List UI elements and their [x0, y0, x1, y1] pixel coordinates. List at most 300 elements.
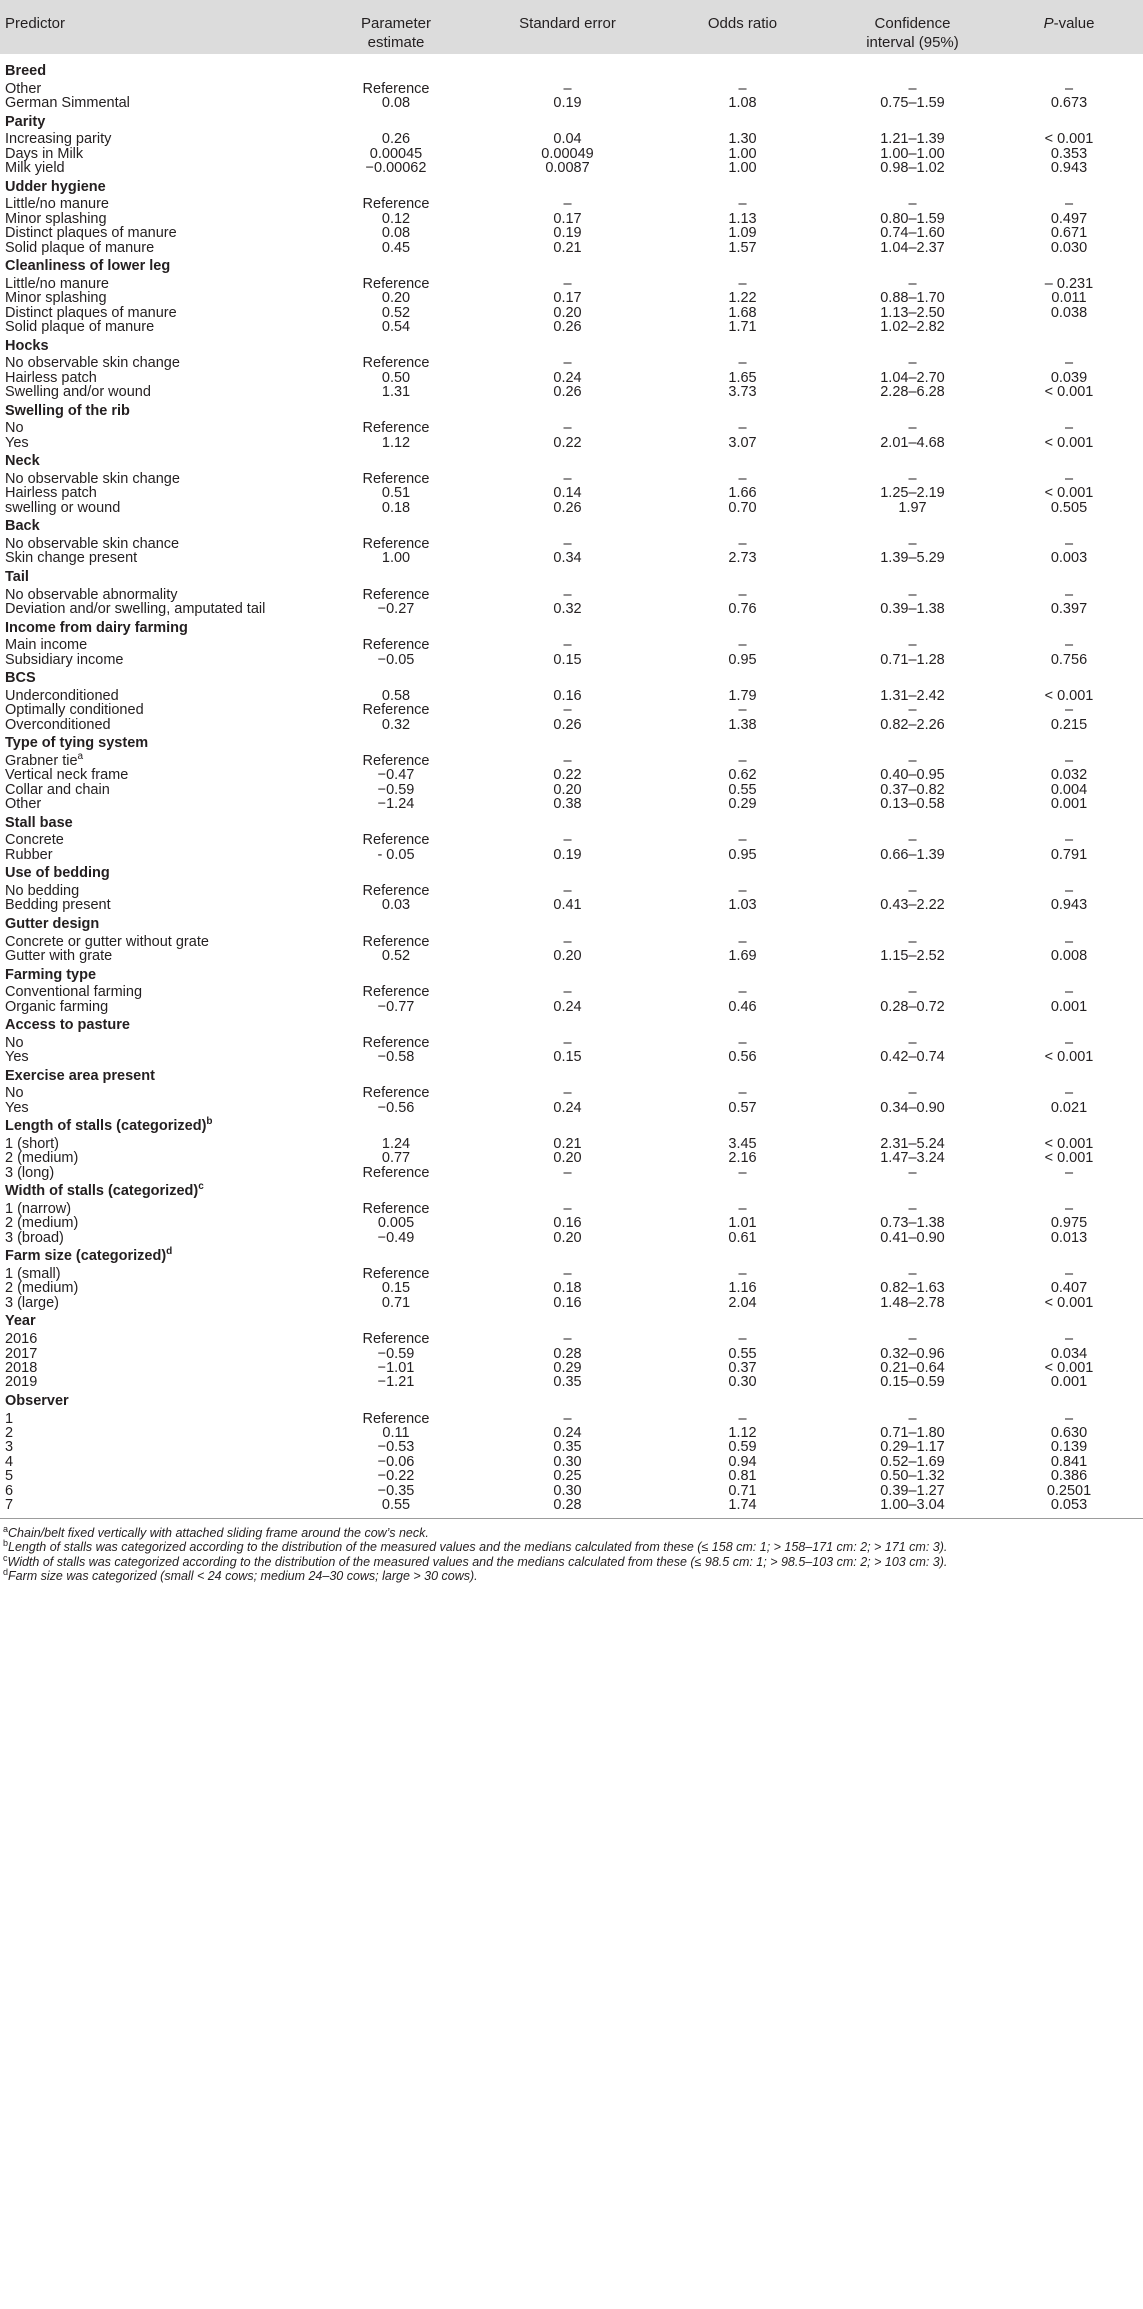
parameter-estimate-cell: −0.56 — [377, 1100, 415, 1116]
p-value-cell: 0.630 — [1050, 1425, 1088, 1441]
predictor-label: Underconditioned — [5, 688, 119, 704]
confidence-interval-cell: 0.50–1.32 — [880, 1468, 945, 1484]
footnote-letter: d — [3, 1566, 9, 1577]
group-heading — [5, 517, 40, 535]
group-heading — [5, 62, 46, 80]
footnote-marker: d — [166, 1246, 173, 1258]
predictor-cell — [5, 896, 111, 914]
p-value-cell: – — [1064, 1165, 1074, 1181]
group-heading — [5, 1312, 36, 1330]
parameter-estimate-cell: Reference — [362, 702, 430, 718]
p-value-cell: 0.353 — [1050, 146, 1088, 162]
odds-ratio-cell: 0.62 — [728, 767, 757, 783]
standard-error-cell: 0.35 — [553, 1439, 582, 1455]
predictor-label: Deviation and/or swelling, amputated tail — [5, 601, 266, 617]
p-value-cell: < 0.001 — [1044, 485, 1094, 501]
standard-error-cell: 0.20 — [553, 782, 582, 798]
p-value-cell: < 0.001 — [1044, 688, 1094, 704]
standard-error-cell: – — [563, 276, 572, 292]
predictor-label: Back — [5, 518, 40, 534]
standard-error-cell: – — [563, 1266, 572, 1282]
parameter-estimate-cell: −0.22 — [377, 1468, 415, 1484]
predictor-label: German Simmental — [5, 95, 130, 111]
group-heading — [5, 452, 40, 470]
predictor-label: Little/no manure — [5, 196, 109, 212]
odds-ratio-cell: – — [738, 753, 747, 769]
predictor-cell — [5, 383, 151, 401]
predictor-label: 1 (narrow) — [5, 1201, 72, 1217]
confidence-interval-cell: 0.71–1.80 — [880, 1425, 945, 1441]
odds-ratio-cell: 2.73 — [728, 550, 757, 566]
odds-ratio-cell: – — [738, 587, 747, 603]
confidence-interval-cell: – — [908, 637, 917, 653]
standard-error-cell: 0.30 — [553, 1454, 582, 1470]
standard-error-cell: 0.20 — [553, 305, 582, 321]
confidence-interval-cell: – — [908, 81, 917, 97]
odds-ratio-cell: 0.46 — [728, 999, 757, 1015]
p-value-cell: – — [1064, 420, 1074, 436]
predictor-label: Little/no manure — [5, 276, 109, 292]
p-value-cell: – — [1064, 1035, 1074, 1051]
odds-ratio-cell: 1.01 — [728, 1215, 757, 1231]
odds-ratio-cell: 1.68 — [728, 305, 757, 321]
parameter-estimate-cell: 0.45 — [381, 240, 411, 256]
predictor-label: No bedding — [5, 883, 80, 899]
predictor-label: Farm size (categorized) — [5, 1248, 167, 1264]
parameter-estimate-cell: 0.50 — [381, 370, 411, 386]
confidence-interval-cell: – — [908, 883, 917, 899]
p-value-cell: 0.008 — [1050, 948, 1088, 964]
parameter-estimate-cell: Reference — [362, 637, 430, 653]
odds-ratio-cell: 0.55 — [728, 782, 757, 798]
predictor-label: Overconditioned — [5, 717, 111, 733]
header-parameter-estimate — [326, 14, 466, 52]
group-heading — [5, 337, 49, 355]
confidence-interval-cell: 0.73–1.38 — [880, 1215, 945, 1231]
p-value-cell: 0.003 — [1050, 550, 1088, 566]
parameter-estimate-cell: 0.18 — [381, 500, 411, 516]
parameter-estimate-cell: Reference — [362, 1085, 430, 1101]
p-value-cell: 0.013 — [1050, 1230, 1088, 1246]
parameter-estimate-cell: −0.05 — [377, 652, 415, 668]
predictor-label: Concrete — [5, 832, 64, 848]
predictor-label: Optimally conditioned — [5, 702, 144, 718]
standard-error-cell: 0.19 — [553, 225, 582, 241]
predictor-label: Conventional farming — [5, 984, 143, 1000]
parameter-estimate-cell: Reference — [362, 1411, 430, 1427]
standard-error-cell: – — [563, 1201, 572, 1217]
p-value-cell: – — [1064, 196, 1074, 212]
group-heading — [5, 113, 45, 131]
p-value-cell: < 0.001 — [1044, 131, 1094, 147]
predictor-cell — [5, 1048, 29, 1066]
parameter-estimate-cell: Reference — [362, 196, 430, 212]
confidence-interval-cell: 1.04–2.37 — [880, 240, 945, 256]
standard-error-cell: 0.21 — [553, 240, 582, 256]
predictor-label: Subsidiary income — [5, 652, 124, 668]
parameter-estimate-cell: 0.26 — [381, 131, 411, 147]
standard-error-cell: 0.15 — [553, 652, 582, 668]
predictor-cell — [5, 651, 123, 669]
parameter-estimate-cell: −0.06 — [377, 1454, 415, 1470]
parameter-estimate-cell: Reference — [362, 536, 430, 552]
predictor-label: Udder hygiene — [5, 179, 106, 195]
group-heading — [5, 619, 188, 637]
group-heading — [5, 1182, 204, 1200]
predictor-label: swelling or wound — [5, 500, 121, 516]
predictor-label: No observable skin chance — [5, 536, 180, 552]
odds-ratio-cell: 1.16 — [728, 1280, 757, 1296]
parameter-estimate-cell: 0.77 — [381, 1150, 411, 1166]
parameter-estimate-cell: −0.49 — [377, 1230, 415, 1246]
standard-error-cell: 0.35 — [553, 1374, 582, 1390]
standard-error-cell: – — [563, 1411, 572, 1427]
predictor-label: Milk yield — [5, 160, 65, 176]
parameter-estimate-cell: 0.08 — [381, 225, 411, 241]
predictor-label: Collar and chain — [5, 782, 110, 798]
predictor-label: Minor splashing — [5, 211, 107, 227]
standard-error-cell: 0.32 — [553, 601, 582, 617]
predictor-label: Length of stalls (categorized) — [5, 1118, 207, 1134]
predictor-label: 1 — [5, 1411, 14, 1427]
predictor-label: Swelling and/or wound — [5, 384, 151, 400]
parameter-estimate-cell: 0.51 — [381, 485, 411, 501]
odds-ratio-cell: 0.55 — [728, 1346, 757, 1362]
parameter-estimate-cell: 0.03 — [381, 897, 411, 913]
parameter-estimate-cell: Reference — [362, 984, 430, 1000]
predictor-label: 1 (small) — [5, 1266, 61, 1282]
confidence-interval-cell: 0.52–1.69 — [880, 1454, 945, 1470]
p-value-cell: 0.975 — [1050, 1215, 1088, 1231]
group-heading — [5, 257, 170, 275]
confidence-interval-cell: – — [908, 276, 917, 292]
p-value-cell: 0.407 — [1050, 1280, 1088, 1296]
confidence-interval-cell: 0.32–0.96 — [880, 1346, 945, 1362]
confidence-interval-cell: 0.28–0.72 — [880, 999, 945, 1015]
predictor-label: Hocks — [5, 338, 49, 354]
confidence-interval-cell: 1.04–2.70 — [880, 370, 945, 386]
predictor-label: 1 (short) — [5, 1136, 59, 1152]
odds-ratio-cell: 3.45 — [728, 1136, 757, 1152]
p-value-cell: – — [1064, 536, 1074, 552]
footnote-text: Length of stalls was categorized according to the distribution of the measured values and the medians calculated from these (≤ 158 cm: 1; > 158–171 cm: 2; > 171 cm: 3). — [8, 1540, 948, 1554]
group-heading — [5, 669, 36, 687]
confidence-interval-cell: – — [908, 1035, 917, 1051]
standard-error-cell: 0.41 — [553, 897, 582, 913]
standard-error-cell: 0.22 — [553, 767, 582, 783]
predictor-label: 3 (long) — [5, 1165, 55, 1181]
parameter-estimate-cell: −0.47 — [377, 767, 415, 783]
p-value-cell: – — [1064, 1201, 1074, 1217]
predictor-label: 3 (large) — [5, 1295, 59, 1311]
odds-ratio-cell: 3.07 — [728, 435, 757, 451]
parameter-estimate-cell: Reference — [362, 276, 430, 292]
confidence-interval-cell: 2.31–5.24 — [880, 1136, 945, 1152]
predictor-cell — [5, 549, 137, 567]
standard-error-cell: 0.34 — [553, 550, 582, 566]
confidence-interval-cell: – — [908, 1201, 917, 1217]
table-bottom-rule — [0, 1518, 1143, 1519]
confidence-interval-cell: 1.47–3.24 — [880, 1150, 945, 1166]
confidence-interval-cell: – — [908, 1331, 917, 1347]
parameter-estimate-cell: Reference — [362, 753, 430, 769]
predictor-label: 2017 — [5, 1346, 38, 1362]
header-predictor: Predictor — [5, 15, 66, 32]
confidence-interval-cell: 1.13–2.50 — [880, 305, 945, 321]
header-ci-line2: interval (95%) — [866, 34, 959, 51]
predictor-cell — [5, 1099, 29, 1117]
predictor-cell — [5, 846, 53, 864]
confidence-interval-cell: 0.42–0.74 — [880, 1049, 945, 1065]
p-value-cell: 0.671 — [1050, 225, 1088, 241]
predictor-label: Yes — [5, 1049, 29, 1065]
confidence-interval-cell: 0.29–1.17 — [880, 1439, 945, 1455]
p-value-cell: – — [1064, 753, 1074, 769]
odds-ratio-cell: 1.57 — [728, 240, 757, 256]
confidence-interval-cell: – — [908, 1165, 917, 1181]
p-value-cell: 0.791 — [1050, 847, 1088, 863]
standard-error-cell: – — [563, 536, 572, 552]
odds-ratio-cell: 1.08 — [728, 95, 757, 111]
p-value-cell: 0.001 — [1050, 1374, 1088, 1390]
header-p-value — [1000, 14, 1138, 33]
confidence-interval-cell: – — [908, 196, 917, 212]
parameter-estimate-cell: Reference — [362, 587, 430, 603]
odds-ratio-cell: 0.95 — [728, 652, 757, 668]
parameter-estimate-cell: 0.08 — [381, 95, 411, 111]
p-value-cell: 0.215 — [1050, 717, 1088, 733]
predictor-label: Solid plaque of manure — [5, 319, 155, 335]
odds-ratio-cell: – — [738, 1331, 747, 1347]
predictor-label: Farming type — [5, 967, 97, 983]
predictor-cell — [5, 434, 29, 452]
standard-error-cell: 0.14 — [553, 485, 582, 501]
p-value-cell: 0.004 — [1050, 782, 1088, 798]
parameter-estimate-cell: Reference — [362, 471, 430, 487]
p-value-cell: – — [1064, 702, 1074, 718]
confidence-interval-cell: 1.02–2.82 — [880, 319, 945, 335]
parameter-estimate-cell: Reference — [362, 1331, 430, 1347]
odds-ratio-cell: 1.66 — [728, 485, 757, 501]
odds-ratio-cell: – — [738, 883, 747, 899]
confidence-interval-cell: 2.28–6.28 — [880, 384, 945, 400]
footnote — [3, 1537, 948, 1555]
group-heading — [5, 864, 110, 882]
confidence-interval-cell: 1.15–2.52 — [880, 948, 945, 964]
confidence-interval-cell: 0.98–1.02 — [880, 160, 945, 176]
standard-error-cell: – — [563, 832, 572, 848]
odds-ratio-cell: – — [738, 832, 747, 848]
predictor-label: Other — [5, 81, 42, 97]
confidence-interval-cell: – — [908, 1266, 917, 1282]
parameter-estimate-cell: Reference — [362, 934, 430, 950]
p-value-cell: < 0.001 — [1044, 1049, 1094, 1065]
confidence-interval-cell: 0.82–2.26 — [880, 717, 945, 733]
predictor-label: Stall base — [5, 815, 73, 831]
odds-ratio-cell: 0.29 — [728, 796, 757, 812]
predictor-label: Distinct plaques of manure — [5, 305, 177, 321]
odds-ratio-cell: 1.12 — [728, 1425, 757, 1441]
standard-error-cell: 0.20 — [553, 1230, 582, 1246]
standard-error-cell: 0.17 — [553, 211, 582, 227]
p-value-cell: – — [1064, 355, 1074, 371]
group-heading — [5, 178, 106, 196]
group-heading — [5, 966, 96, 984]
predictor-label: Type of tying system — [5, 735, 149, 751]
confidence-interval-cell: 0.21–0.64 — [880, 1360, 945, 1376]
predictor-label: Tail — [5, 569, 29, 585]
parameter-estimate-cell: −0.77 — [377, 999, 415, 1015]
confidence-interval-cell: 0.39–1.38 — [880, 601, 945, 617]
predictor-label: Distinct plaques of manure — [5, 225, 177, 241]
odds-ratio-cell: 0.59 — [728, 1439, 757, 1455]
parameter-estimate-cell: −0.35 — [377, 1483, 415, 1499]
p-value-cell: 0.039 — [1050, 370, 1088, 386]
standard-error-cell: – — [563, 1085, 572, 1101]
predictor-cell — [5, 239, 154, 257]
odds-ratio-cell: – — [738, 196, 747, 212]
p-value-cell: – — [1064, 832, 1074, 848]
predictor-label: Cleanliness of lower leg — [5, 258, 171, 274]
confidence-interval-cell: – — [908, 753, 917, 769]
standard-error-cell: 0.28 — [553, 1497, 582, 1513]
odds-ratio-cell: – — [738, 471, 747, 487]
predictor-label: Yes — [5, 1100, 29, 1116]
odds-ratio-cell: 1.13 — [728, 211, 757, 227]
group-heading — [5, 402, 130, 420]
predictor-label: 6 — [5, 1483, 14, 1499]
odds-ratio-cell: – — [738, 1266, 747, 1282]
predictor-label: 3 (broad) — [5, 1230, 64, 1246]
confidence-interval-cell: – — [908, 420, 917, 436]
p-value-cell: – — [1064, 1411, 1074, 1427]
predictor-label: Swelling of the rib — [5, 403, 130, 419]
standard-error-cell: 0.17 — [553, 290, 582, 306]
standard-error-cell: 0.29 — [553, 1360, 582, 1376]
odds-ratio-cell: 0.94 — [728, 1454, 757, 1470]
p-value-cell: < 0.001 — [1044, 435, 1094, 451]
standard-error-cell: 0.16 — [553, 688, 582, 704]
standard-error-cell: 0.00049 — [541, 146, 594, 162]
standard-error-cell: – — [563, 587, 572, 603]
standard-error-cell: 0.22 — [553, 435, 582, 451]
standard-error-cell: 0.16 — [553, 1215, 582, 1231]
footnote-text: Width of stalls was categorized according to the distribution of the measured values and the medians calculated from these (≤ 98.5 cm: 1; > 98.5–103 cm: 2; > 103 cm: 3). — [7, 1555, 948, 1569]
standard-error-cell: 0.18 — [553, 1280, 582, 1296]
header-p-italic: P — [1043, 15, 1054, 32]
parameter-estimate-cell: Reference — [362, 883, 430, 899]
parameter-estimate-cell: −0.00062 — [365, 160, 427, 176]
parameter-estimate-cell: −1.01 — [377, 1360, 415, 1376]
parameter-estimate-cell: −0.58 — [377, 1049, 415, 1065]
parameter-estimate-cell: 0.55 — [381, 1497, 411, 1513]
standard-error-cell: – — [563, 420, 572, 436]
standard-error-cell: – — [563, 1331, 572, 1347]
parameter-estimate-cell: 0.005 — [377, 1215, 415, 1231]
group-heading — [5, 734, 148, 752]
standard-error-cell: 0.24 — [553, 1425, 582, 1441]
confidence-interval-cell: 1.25–2.19 — [880, 485, 945, 501]
standard-error-cell: 0.20 — [553, 1150, 582, 1166]
parameter-estimate-cell: Reference — [362, 81, 430, 97]
p-value-cell: 0.2501 — [1046, 1483, 1092, 1499]
odds-ratio-cell: 1.30 — [728, 131, 757, 147]
predictor-label: Yes — [5, 435, 29, 451]
predictor-cell — [5, 1294, 59, 1312]
confidence-interval-cell: – — [908, 702, 917, 718]
odds-ratio-cell: 1.22 — [728, 290, 757, 306]
odds-ratio-cell: 3.73 — [728, 384, 757, 400]
confidence-interval-cell: – — [908, 934, 917, 950]
odds-ratio-cell: 0.81 — [728, 1468, 757, 1484]
parameter-estimate-cell: Reference — [362, 832, 430, 848]
predictor-label: No observable skin change — [5, 471, 180, 487]
parameter-estimate-cell: 0.11 — [382, 1425, 410, 1441]
odds-ratio-cell: 1.69 — [728, 948, 757, 964]
standard-error-cell: 0.15 — [553, 1049, 582, 1065]
predictor-label: Bedding present — [5, 897, 111, 913]
odds-ratio-cell: 1.65 — [728, 370, 757, 386]
p-value-cell: 0.756 — [1050, 652, 1088, 668]
confidence-interval-cell: – — [908, 471, 917, 487]
odds-ratio-cell: 0.70 — [728, 500, 757, 516]
predictor-label: 2016 — [5, 1331, 38, 1347]
header-standard-error: Standard error — [519, 15, 616, 32]
standard-error-cell: – — [563, 637, 572, 653]
parameter-estimate-cell: −0.59 — [377, 782, 415, 798]
confidence-interval-cell: 0.88–1.70 — [880, 290, 945, 306]
p-value-cell: < 0.001 — [1044, 1295, 1094, 1311]
p-value-cell: – — [1064, 883, 1074, 899]
predictor-label: 2 (medium) — [5, 1280, 79, 1296]
standard-error-cell: – — [563, 196, 572, 212]
confidence-interval-cell: 1.48–2.78 — [880, 1295, 945, 1311]
p-value-cell: – — [1064, 587, 1074, 603]
group-heading — [5, 1067, 155, 1085]
predictor-label: Main income — [5, 637, 88, 653]
odds-ratio-cell: – — [738, 934, 747, 950]
p-value-cell: 0.034 — [1050, 1346, 1088, 1362]
footnote-marker: a — [77, 751, 84, 763]
standard-error-cell: 0.30 — [553, 1483, 582, 1499]
footnote — [3, 1523, 429, 1541]
parameter-estimate-cell: 1.00 — [381, 550, 411, 566]
confidence-interval-cell: – — [908, 832, 917, 848]
group-heading — [5, 1117, 213, 1135]
confidence-interval-cell: 0.34–0.90 — [880, 1100, 945, 1116]
standard-error-cell: 0.19 — [553, 95, 582, 111]
footnote-marker: b — [206, 1116, 213, 1128]
odds-ratio-cell: 0.95 — [728, 847, 757, 863]
p-value-cell: 0.139 — [1050, 1439, 1088, 1455]
predictor-label: Parity — [5, 114, 46, 130]
predictor-label: Observer — [5, 1393, 69, 1409]
confidence-interval-cell: 0.43–2.22 — [880, 897, 945, 913]
odds-ratio-cell: – — [738, 276, 747, 292]
parameter-estimate-cell: −0.27 — [377, 601, 415, 617]
confidence-interval-cell: 1.97 — [898, 500, 927, 516]
parameter-estimate-cell: 0.58 — [381, 688, 411, 704]
standard-error-cell: 0.26 — [553, 500, 582, 516]
confidence-interval-cell: 0.40–0.95 — [880, 767, 945, 783]
header-p-rest: -value — [1053, 15, 1095, 32]
predictor-label: 2019 — [5, 1374, 38, 1390]
p-value-cell: < 0.001 — [1044, 1150, 1094, 1166]
standard-error-cell: 0.04 — [553, 131, 582, 147]
parameter-estimate-cell: 1.24 — [381, 1136, 411, 1152]
p-value-cell: 0.397 — [1050, 601, 1088, 617]
footnote-letter: a — [3, 1523, 9, 1534]
